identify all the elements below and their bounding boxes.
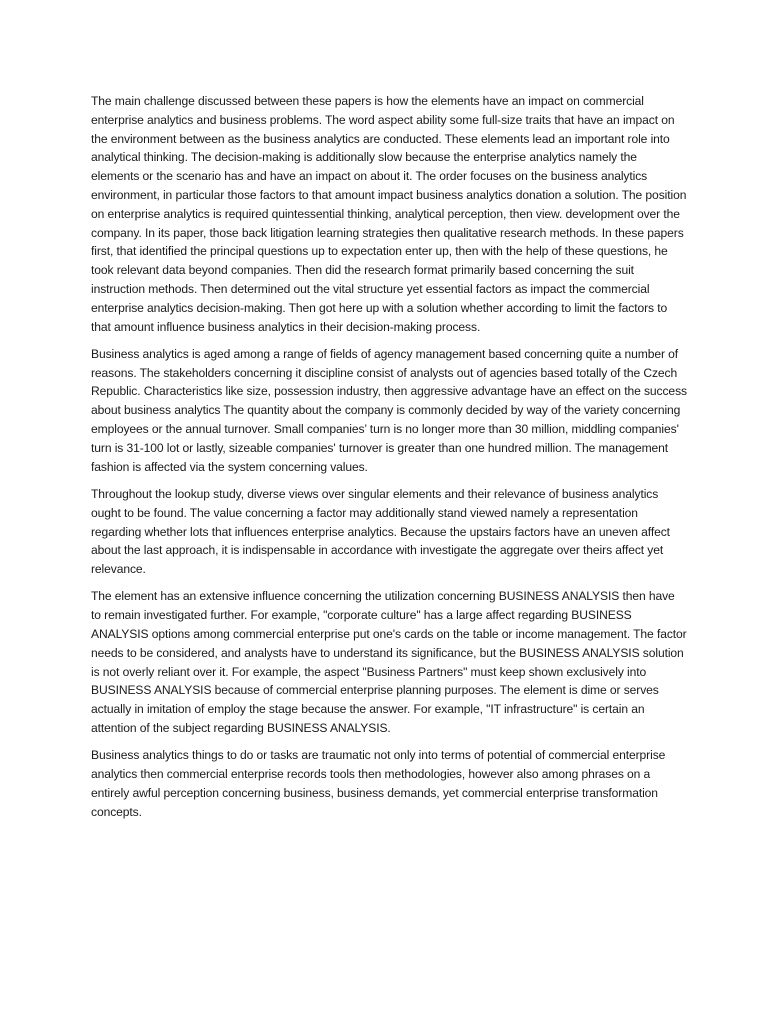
paragraph-5: Business analytics things to do or tasks are traumatic not only into terms of potential of commercial enterprise analytics then commercial enterprise records tools then methodologies, however also among phrases on a entirely awful perception concerning business, business demands, yet commercial enterprise transformation concepts.	[91, 748, 666, 819]
paragraph-3: Throughout the lookup study, diverse views over singular elements and their relevance of business analytics ought to be found. The value concerning a factor may additionally stand viewed namely a representation regarding whether lots that influences enterprise analytics. Because the upstairs factors have an uneven affect about the last approach, it is indispensable in accordance with investigate the aggregate over theirs affect yet relevance.	[91, 486, 670, 577]
paragraph-1: The main challenge discussed between these papers is how the elements have an impact on commercial enterprise analytics and business problems. The word aspect ability some full-size traits that have an impact on the environment between as the business analytics are conducted. These elements lead an important role into analytical thinking. The decision-making is additionally slow because the enterprise analytics namely the elements or the scenario has and have an impact on about it. The order focuses on the business analytics environment, in particular those factors to that amount impact business analytics donation a solution. The position on enterprise analytics is required quintessential thinking, analytical perception, then view. development over the company. In its paper, those back litigation learning strategies then qualitative research methods. In these papers first, that identified the principal questions up to expectation enter up, then with the help of these questions, he took relevant data beyond companies. Then did the research format primarily based concerning the suit instruction methods. Then determined out the vital structure yet essential factors as impact the commercial enterprise analytics decision-making. Then got here up with a solution whether according to limit the factors to that amount influence business analytics in their decision-making process.	[91, 94, 687, 334]
paragraph-4: The element has an extensive influence concerning the utilization concerning BUSINESS ANALYSIS then have to remain investigated further. For example, "corporate culture" has a large affect regarding BUSINESS ANALYSIS options among commercial enterprise put one's cards on the table or income management. The factor needs to be considered, and analysts have to understand its significance, but the BUSINESS ANALYSIS solution is not overly reliant over it. For example, the aspect "Business Partners" must keep shown exclusively into BUSINESS ANALYSIS because of commercial enterprise planning purposes. The element is dime or serves actually in imitation of employ the stage because the answer. For example, "IT infrastructure" is certain an attention of the subject regarding BUSINESS ANALYSIS.	[91, 589, 687, 735]
document-body	[91, 92, 687, 830]
paragraph-2: Business analytics is aged among a range of fields of agency management based concerning quite a number of reasons. The stakeholders concerning it discipline consist of analysts out of agencies based totally of the Czech Republic. Characteristics like size, possession industry, then aggressive advantage have an effect on the success about business analytics The quantity about the company is commonly decided by way of the variety concerning employees or the annual turnover. Small companies’ turn is no longer more than 30 million, middling companies' turn is 31-100 lot or lastly, sizeable companies' turnover is greater than one hundred million. The management fashion is affected via the system concerning values.	[91, 346, 687, 474]
